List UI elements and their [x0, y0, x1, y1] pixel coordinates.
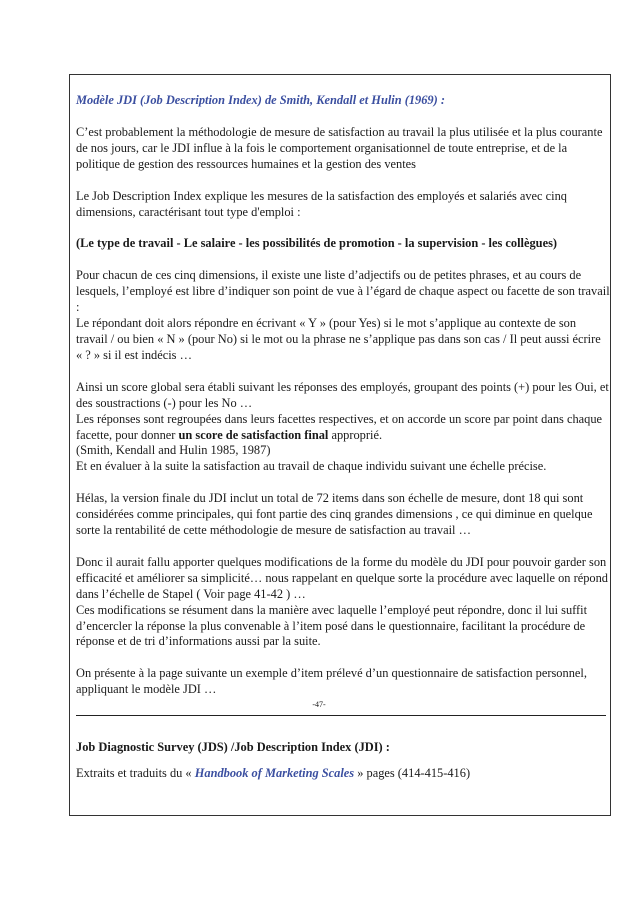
- section-title: Modèle JDI (Job Description Index) de Smith, Kendall et Hulin (1969) :: [76, 93, 445, 107]
- paragraph-score: [76, 380, 610, 475]
- dimensions-list: (Le type de travail - Le salaire - les possibilités de promotion - la supervision - les collègues): [76, 236, 558, 251]
- score-text: Ainsi un score global sera établi suivant les réponses des employés, groupant des points (+) pour les Oui, et des soustractions (-) pour les No …: [76, 379, 609, 410]
- citation: (Smith, Kendall and Hulin 1985, 1987): [76, 443, 271, 458]
- paragraph-dimensions: Le Job Description Index explique les mesures de la satisfaction des employés et salariés avec cinq dimensions, caractérisant tout type d'emploi :: [76, 188, 567, 219]
- paragraph-limitations: Hélas, la version finale du JDI inclut un total de 72 items dans son échelle de mesure, dont 18 qui sont considérées comme principales, qui font partie des cinq grandes dimensions , ce qui diminue en quelque sorte la rentabilité de cette méthodologie de mesure de satisfaction au travail …: [76, 491, 593, 538]
- method-text: Pour chacun de ces cinq dimensions, il existe une liste d’adjectifs ou de petites phrases, et au cours de lesquels, l’employé est libre d’indiquer son point de vue à l’égard de chaque aspect ou facette de son travail :: [76, 268, 610, 315]
- document-body: [76, 93, 610, 714]
- modification-summary: Ces modifications se résument dans la manière avec laquelle l’employé peut répondre, donc il lui suffit d’encercler la réponse la plus convenable à l’item posé dans le questionnaire, facilitant la procédure de réponse et de tri d’informations aussi par la suite.: [76, 602, 588, 649]
- page-number: -47-: [312, 700, 326, 709]
- evaluation-text: Et en évaluer à la suite la satisfaction au travail de chaque individu suivant une échelle précise.: [76, 459, 547, 474]
- final-score-emphasis: un score de satisfaction final: [178, 427, 329, 442]
- response-text: Le répondant doit alors répondre en écrivant « Y » (pour Yes) si le mot s’applique au contexte de son travail / ou bien « N » (pour No) si le mot ou la phrase ne s’applique pas dans son cas / Il peut aussi écrire « ? » si il est indécis …: [76, 316, 601, 362]
- facet-text-post: approprié.: [328, 427, 383, 442]
- bottom-section: [76, 740, 610, 798]
- book-title: Handbook of Marketing Scales: [194, 765, 355, 780]
- source-prefix: Extraits et traduits du «: [76, 765, 195, 780]
- facet-text-pre: Les réponses sont regroupées dans leurs facettes respectives, et on accorde un score par point dans chaque facette, pour donner: [76, 411, 603, 442]
- source-line: [76, 766, 610, 782]
- horizontal-divider: [76, 715, 606, 716]
- paragraph-modifications: [76, 555, 610, 650]
- paragraph-method: [76, 268, 610, 363]
- source-pages: » pages (414-415-416): [354, 765, 471, 780]
- paragraph-next-page: On présente à la page suivante un exemple d’item prélevé d’un questionnaire de satisfaction personnel, appliquant le modèle JDI …: [76, 666, 587, 697]
- bottom-title: Job Diagnostic Survey (JDS) /Job Description Index (JDI) :: [76, 740, 390, 754]
- modification-text: Donc il aurait fallu apporter quelques modifications de la forme du modèle du JDI pour pouvoir garder son efficacité et améliorer sa simplicité… nous rappelant en quelque sorte la procédure avec laquelle on répond dans l’échelle de Stapel ( Voir page 41-42 ) …: [76, 554, 608, 601]
- paragraph-intro: C’est probablement la méthodologie de mesure de satisfaction au travail la plus utilisée et la plus courante de nos jours, car le JDI influe à la fois le comportement organisationnel de toute entreprise, et de la politique de gestion des ressources humaines et la gestion des ventes: [76, 124, 603, 171]
